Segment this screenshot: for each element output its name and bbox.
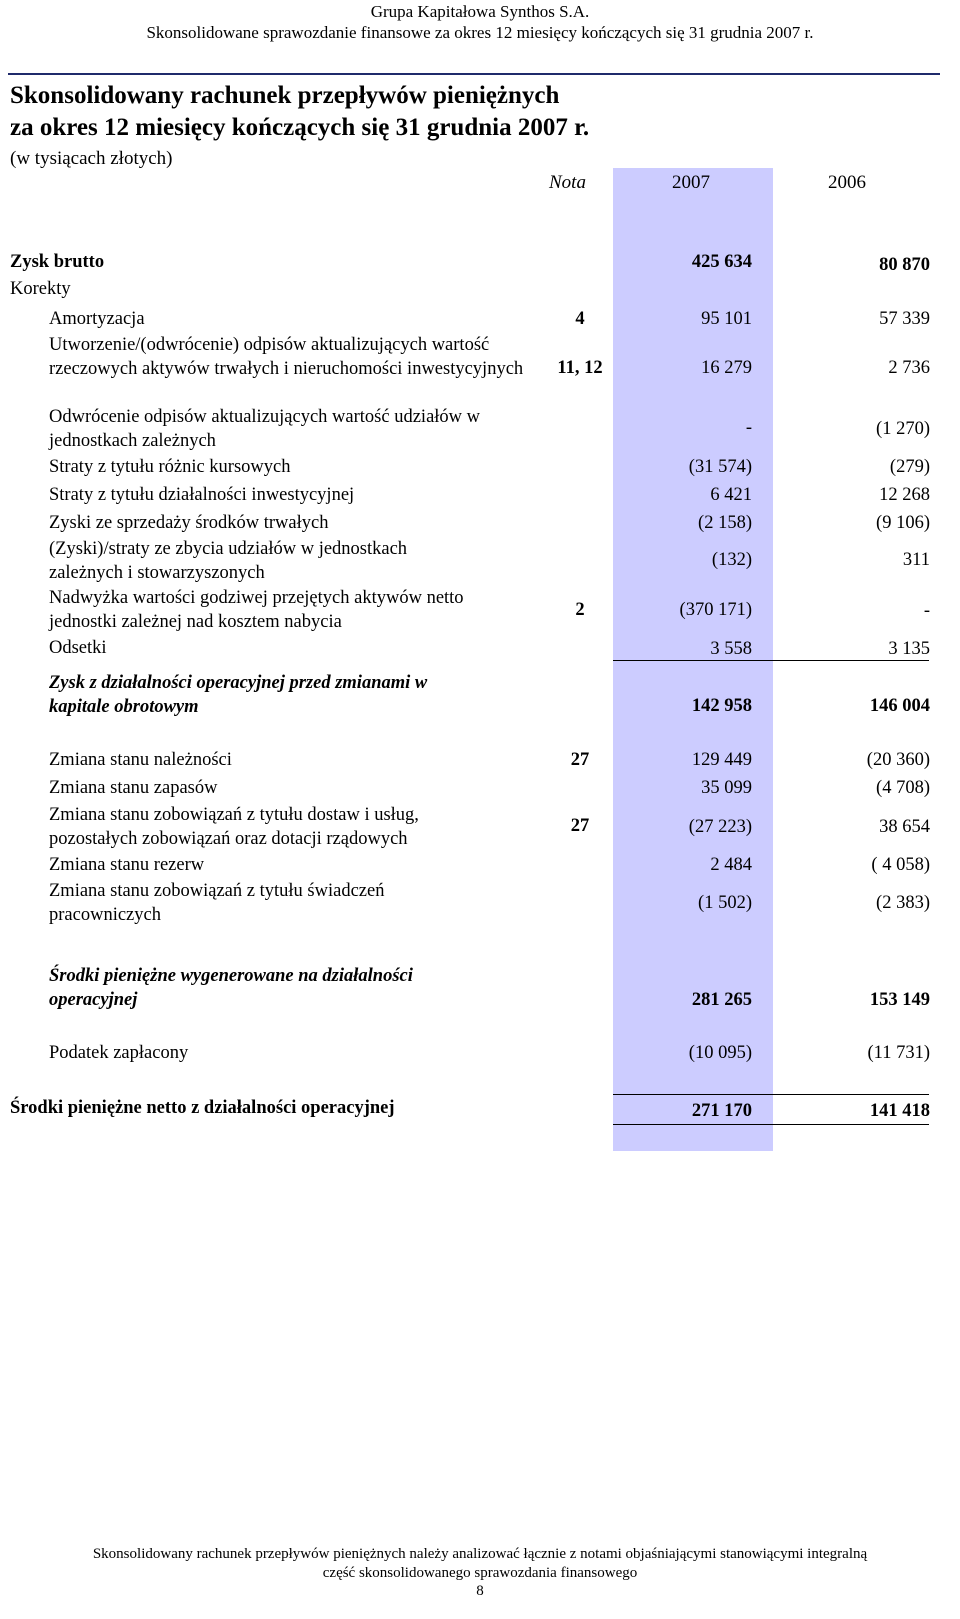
- row-value-2006: -: [923, 601, 930, 621]
- row-value-2007: (2 158): [698, 513, 752, 533]
- column-header-2006: 2006: [828, 172, 866, 193]
- row-label: Odsetki: [49, 638, 107, 658]
- row-value-2006: (9 106): [876, 513, 930, 533]
- row-label: (Zyski)/straty ze zbycia udziałów w jednostkach zależnych i stowarzyszonych: [49, 539, 408, 583]
- column-header-2007: 2007: [672, 172, 710, 193]
- row-label: Zysk brutto: [10, 252, 105, 272]
- row-label: Amortyzacja: [49, 309, 145, 329]
- row-label: Nadwyżka wartości godziwej przejętych aktywów netto jednostki zależnej nad kosztem nabycia: [49, 588, 464, 632]
- footer-note-line2: część skonsolidowanego sprawozdania finansowego: [322, 1565, 638, 1581]
- statement-title-line1: Skonsolidowany rachunek przepływów pieniężnych: [10, 82, 560, 109]
- row-value-2006: 3 135: [888, 639, 930, 659]
- row-nota: 27: [570, 816, 590, 836]
- row-label: Podatek zapłacony: [49, 1043, 189, 1063]
- row-label: Zmiana stanu zapasów: [49, 778, 218, 798]
- row-value-2007: 6 421: [710, 485, 752, 505]
- row-value-2007: 129 449: [691, 750, 752, 770]
- company-name: Grupa Kapitałowa Synthos S.A.: [370, 2, 590, 21]
- row-value-2006: (279): [889, 457, 930, 477]
- row-value-2007: 3 558: [710, 639, 752, 659]
- row-value-2007: 16 279: [701, 358, 752, 378]
- row-value-2007: (132): [711, 550, 752, 570]
- row-label: Środki pieniężne netto z działalności operacyjnej: [10, 1098, 395, 1118]
- row-nota: 2: [575, 600, 585, 620]
- row-value-2006: (20 360): [866, 750, 930, 770]
- row-value-2007: -: [745, 418, 752, 438]
- row-label: Zmiana stanu zobowiązań z tytułu świadczeń pracowniczych: [49, 881, 385, 925]
- row-label: Straty z tytułu różnic kursowych: [49, 457, 291, 477]
- row-value-2007: (27 223): [688, 817, 752, 837]
- subtotal-rule: [613, 660, 929, 661]
- row-value-2006: (11 731): [867, 1043, 930, 1063]
- total-rule: [613, 1094, 929, 1095]
- row-nota: 4: [575, 309, 585, 329]
- row-nota: 27: [570, 750, 590, 770]
- row-value-2007: 142 958: [691, 696, 752, 716]
- row-value-2006: 38 654: [879, 817, 930, 837]
- row-value-2006: ( 4 058): [871, 855, 930, 875]
- row-label: Zmiana stanu należności: [49, 750, 232, 770]
- row-value-2007: 271 170: [691, 1101, 752, 1121]
- row-value-2006: 2 736: [888, 358, 930, 378]
- statement-title-line2: za okres 12 miesięcy kończących się 31 grudnia 2007 r.: [10, 114, 590, 141]
- row-value-2006: 57 339: [879, 309, 930, 329]
- row-value-2007: (370 171): [679, 600, 752, 620]
- row-value-2006: 153 149: [869, 990, 930, 1010]
- row-value-2006: (1 270): [876, 419, 930, 439]
- row-label: Straty z tytułu działalności inwestycyjnej: [49, 485, 355, 505]
- row-value-2006: 146 004: [869, 696, 930, 716]
- row-value-2007: 2 484: [710, 855, 752, 875]
- row-value-2007: 95 101: [701, 309, 752, 329]
- row-label: Zmiana stanu rezerw: [49, 855, 205, 875]
- row-label: Utworzenie/(odwrócenie) odpisów aktualizujących wartość rzeczowych aktywów trwałych i nieruchomości inwestycyjnych: [49, 335, 524, 379]
- page-number: 8: [476, 1583, 484, 1599]
- row-value-2007: 425 634: [691, 252, 752, 272]
- row-value-2007: 281 265: [691, 990, 752, 1010]
- row-value-2006: (4 708): [876, 778, 930, 798]
- header-rule: [8, 73, 940, 75]
- row-label: Odwrócenie odpisów aktualizujących wartość udziałów w jednostkach zależnych: [49, 407, 481, 451]
- row-value-2006: 141 418: [869, 1101, 930, 1121]
- unit-note: (w tysiącach złotych): [10, 148, 173, 169]
- row-value-2007: (1 502): [698, 893, 752, 913]
- row-label: Zyski ze sprzedaży środków trwałych: [49, 513, 329, 533]
- report-title: Skonsolidowane sprawozdanie finansowe za okres 12 miesięcy kończących się 31 grudnia 2007 r.: [146, 23, 814, 42]
- total-underline: [613, 1124, 929, 1125]
- row-label: Zysk z działalności operacyjnej przed zmianami w kapitale obrotowym: [49, 673, 428, 717]
- row-value-2007: 35 099: [701, 778, 752, 798]
- footer-note-line1: Skonsolidowany rachunek przepływów pieniężnych należy analizować łącznie z notami objaśniającymi stanowiącymi integralną: [92, 1546, 868, 1562]
- row-label: Zmiana stanu zobowiązań z tytułu dostaw i usług, pozostałych zobowiązań oraz dotacji rządowych: [49, 805, 419, 849]
- row-value-2006: 12 268: [879, 485, 930, 505]
- row-value-2007: (10 095): [688, 1043, 752, 1063]
- row-label: Korekty: [10, 279, 71, 299]
- column-header-nota: Nota: [549, 172, 586, 193]
- row-value-2006: 80 870: [879, 255, 930, 275]
- row-label: Środki pieniężne wygenerowane na działalności operacyjnej: [49, 966, 413, 1010]
- row-nota: 11, 12: [557, 358, 603, 378]
- row-value-2006: 311: [902, 550, 930, 570]
- row-value-2007: (31 574): [688, 457, 752, 477]
- row-value-2006: (2 383): [876, 893, 930, 913]
